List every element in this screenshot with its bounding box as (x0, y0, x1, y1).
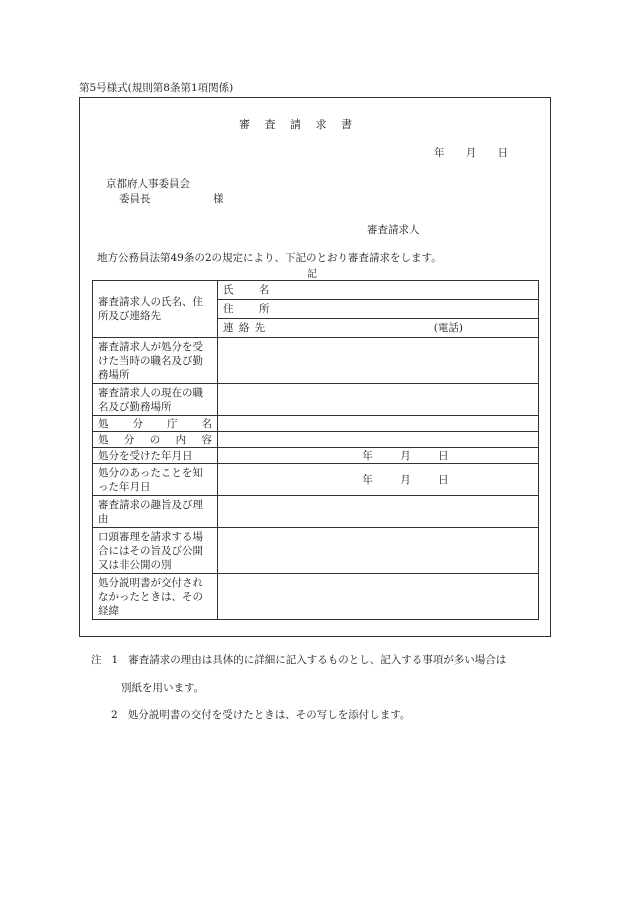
table-row (93, 528, 539, 574)
note-1-text: 審査請求の理由は具体的に詳細に記入するものとし、記入する事項が多い場合は (128, 654, 507, 666)
table-row (93, 496, 539, 528)
table-row (93, 338, 539, 384)
table-row (93, 448, 539, 464)
notes-prefix: 注 (91, 654, 102, 666)
table-row (93, 384, 539, 416)
note-2-text: 処分説明書の交付を受けたときは、その写しを添付します。 (127, 709, 411, 721)
explanation-label: 処分説明書が交付されなかったときは、その経緯 (93, 574, 218, 620)
address-field[interactable] (218, 300, 539, 319)
addressee-line1: 京都府人事委員会 (106, 178, 190, 190)
content-field[interactable] (218, 432, 539, 448)
name-label: 氏 名 (223, 284, 270, 296)
honorific: 様 (213, 193, 224, 205)
intro-text: 地方公務員法第49条の2の規定により、下記のとおり審査請求をします。 (97, 252, 442, 264)
current-position-label: 審査請求人の現在の職名及び勤務場所 (93, 384, 218, 416)
contact-field[interactable] (218, 319, 539, 338)
position-at-disposition-label: 審査請求人が処分を受けた当時の職名及び勤務場所 (93, 338, 218, 384)
note-1 (91, 652, 506, 667)
form-number-label: 第5号様式(規則第8条第1項関係) (79, 82, 234, 94)
requester-label: 審査請求人 (367, 224, 420, 236)
authority-label: 処 分 庁 名 (93, 416, 218, 432)
position-at-disposition-field[interactable] (218, 338, 539, 384)
document-title: 審査請求書 (239, 118, 367, 131)
oral-hearing-label: 口頭審理を請求する場合にはその旨及び公開又は非公開の別 (93, 528, 218, 574)
purpose-reason-label: 審査請求の趣旨及び理由 (93, 496, 218, 528)
date-received-label: 処分を受けた年月日 (93, 448, 218, 464)
table-row (93, 416, 539, 432)
table-row (93, 281, 539, 300)
date-line: 年 月 日 (434, 147, 509, 159)
requester-info-label: 審査請求人の氏名、住所及び連絡先 (93, 281, 218, 338)
explanation-field[interactable] (218, 574, 539, 620)
current-position-field[interactable] (218, 384, 539, 416)
note-1-number: 1 (111, 654, 119, 666)
table-row (93, 464, 539, 496)
request-table (92, 280, 539, 620)
phone-label: (電話) (433, 322, 463, 334)
note-2-number: 2 (111, 709, 118, 721)
address-label: 住 所 (223, 303, 270, 315)
date-known-label: 処分のあったことを知った年月日 (93, 464, 218, 496)
date-known-field[interactable]: 年 月 日 (218, 464, 539, 496)
oral-hearing-field[interactable] (218, 528, 539, 574)
name-field[interactable] (218, 281, 539, 300)
content-label: 処 分 の 内 容 (93, 432, 218, 448)
authority-field[interactable] (218, 416, 539, 432)
note-1-continuation: 別紙を用います。 (121, 682, 205, 694)
purpose-reason-field[interactable] (218, 496, 539, 528)
addressee-line2: 委員長 (119, 193, 151, 205)
ki-label: 記 (307, 269, 317, 280)
date-received-field[interactable]: 年 月 日 (218, 448, 539, 464)
table-row (93, 432, 539, 448)
note-2 (111, 707, 410, 722)
table-row (93, 574, 539, 620)
contact-label: 連 絡 先 (223, 322, 266, 334)
